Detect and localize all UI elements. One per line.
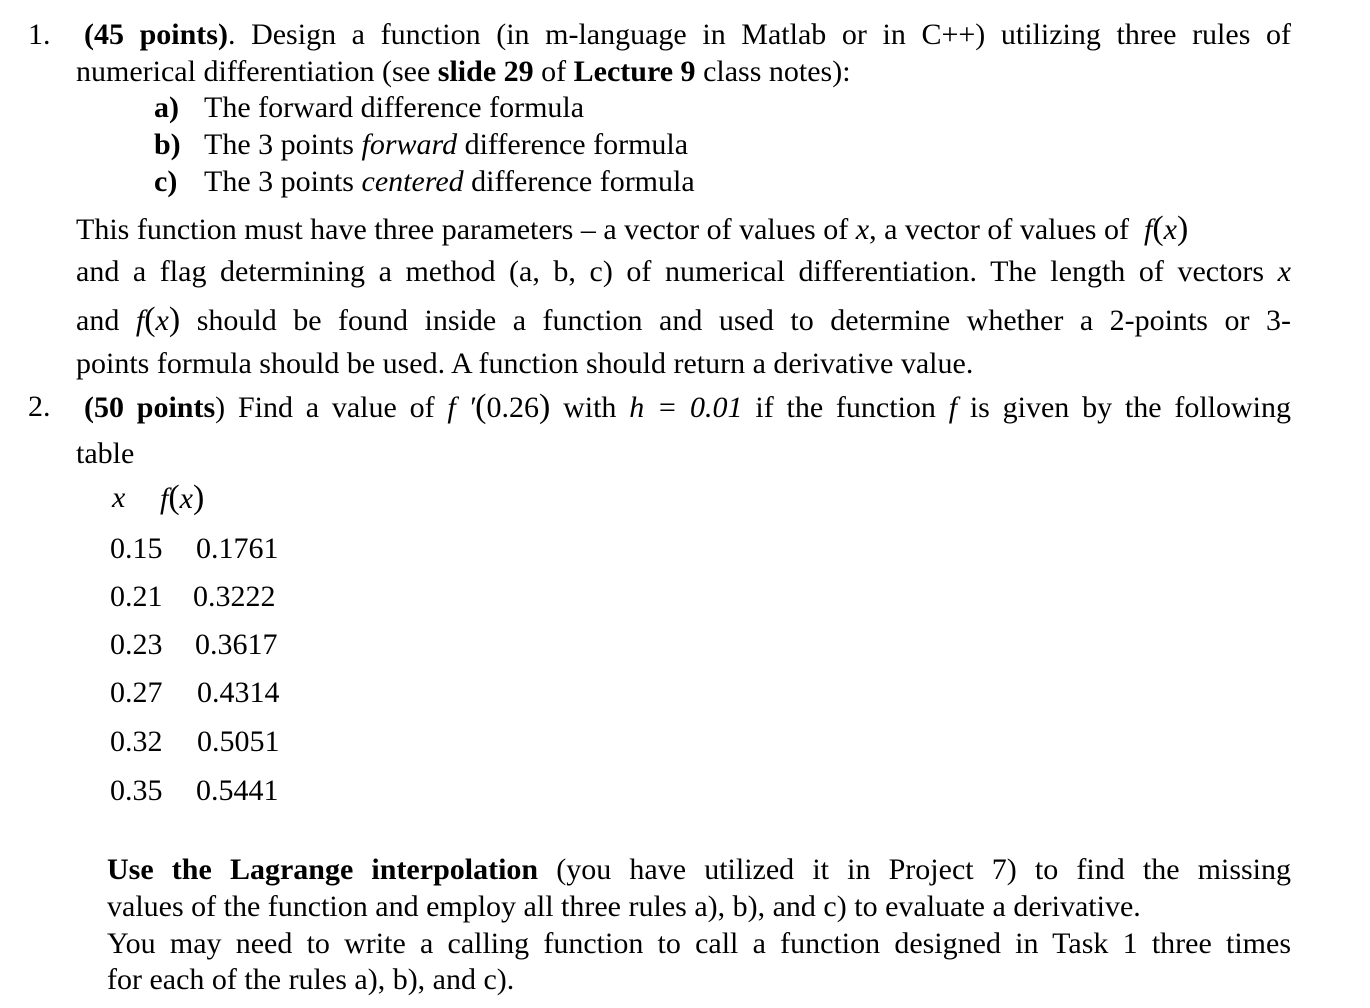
list-em-b: forward xyxy=(361,128,458,161)
table-cell-fx: 0.5441 xyxy=(196,774,279,807)
footer-bold: Use the Lagrange interpolation xyxy=(107,853,539,886)
math-x: x xyxy=(1277,255,1291,288)
table-cell-fx: 0.1761 xyxy=(196,532,279,565)
math-f: f xyxy=(160,482,169,515)
q1-line2-of: of xyxy=(533,55,574,88)
math-f-of-x: f(x) xyxy=(135,301,181,338)
footer-line-1 xyxy=(107,853,1291,887)
math-f-prime: f ′ xyxy=(447,391,476,424)
table-cell-x: 0.15 xyxy=(110,532,163,565)
para-text: and xyxy=(76,304,120,337)
q1-para-line-4: points formula should be used. A function should return a derivative value. xyxy=(76,347,974,380)
list-item-b xyxy=(154,128,688,162)
table-cell-x: 0.35 xyxy=(110,774,163,807)
para-text: , a vector of values of xyxy=(869,213,1129,246)
footer-line-3: You may need to write a calling function to call a function designed in Task 1 three times xyxy=(107,927,1291,960)
math-arg: 0.26 xyxy=(486,391,539,424)
table-cell-fx: 0.5051 xyxy=(197,725,280,758)
math-h-value: h = 0.01 xyxy=(629,391,743,424)
table-cell-x: 0.21 xyxy=(110,580,163,613)
q1-para-line-3 xyxy=(76,301,1291,339)
table-cell-x: 0.23 xyxy=(110,628,163,661)
q2-text: ) Find a value of xyxy=(215,391,435,424)
table-cell-x: 0.32 xyxy=(110,725,163,758)
q2-line-2: table xyxy=(76,437,135,470)
q1-line-2 xyxy=(76,55,851,89)
q2-points: (50 points xyxy=(84,391,216,424)
para-text: This function must have three parameters – a vector of values of xyxy=(76,213,856,246)
q1-line2-end: class notes): xyxy=(695,55,851,88)
list-post-b: difference formula xyxy=(457,128,689,161)
table-cell-fx: 0.3222 xyxy=(193,580,276,613)
lecture-ref: Lecture 9 xyxy=(573,55,696,88)
q2-with: with xyxy=(563,391,617,424)
q1-para-line-2 xyxy=(76,255,1291,289)
table-header-x: x xyxy=(112,481,126,514)
q1-number: 1. xyxy=(28,18,51,51)
q2-heading-line: (50 points) Find a value of f ′(0.26) with h = 0.01 if the function f is given by the following xyxy=(84,388,1291,425)
table-cell-fx: 0.4314 xyxy=(197,676,280,709)
slide-ref: slide 29 xyxy=(437,55,534,88)
q1-para-line-1 xyxy=(76,210,1188,248)
para-text: and a flag determining a method (a, b, c) of numerical differentiation. The length of vectors xyxy=(76,255,1265,288)
table-cell-fx: 0.3617 xyxy=(195,628,278,661)
list-text-c: The 3 points xyxy=(204,165,362,198)
list-label-b: b) xyxy=(154,128,181,161)
q1-heading-text: . Design a function (in m-language in Matlab or in C++) utilizing three rules of xyxy=(227,18,1291,51)
q1-heading-line xyxy=(84,18,1291,52)
para-text: should be found inside a function and used to determine whether a 2-points or 3- xyxy=(196,304,1291,337)
table-header-fx: f(x) xyxy=(160,479,205,516)
q1-points: (45 points) xyxy=(84,18,228,51)
list-item-a xyxy=(154,91,584,125)
q2-number: 2. xyxy=(28,390,51,423)
math-x: x xyxy=(855,213,870,246)
list-text-a: The forward difference formula xyxy=(204,91,585,124)
footer-text: (you have utilized it in Project 7) to find the missing xyxy=(556,853,1292,886)
list-label-c: c) xyxy=(154,165,178,198)
q1-line2-text: numerical differentiation (see xyxy=(76,55,438,88)
math-f: f xyxy=(948,391,958,424)
table-cell-x: 0.27 xyxy=(110,676,163,709)
footer-line-4: for each of the rules a), b), and c). xyxy=(107,963,515,996)
q2-text: if the function xyxy=(755,391,936,424)
math-f-of-x: f(x) xyxy=(1143,210,1189,247)
list-label-a: a) xyxy=(154,91,179,124)
list-text-b: The 3 points xyxy=(204,128,362,161)
list-em-c: centered xyxy=(361,165,464,198)
list-post-c: difference formula xyxy=(463,165,695,198)
q2-text: is given by the following xyxy=(969,391,1291,424)
list-item-c xyxy=(154,165,695,199)
footer-line-2: values of the function and employ all three rules a), b), and c) to evaluate a derivative. xyxy=(107,890,1141,923)
